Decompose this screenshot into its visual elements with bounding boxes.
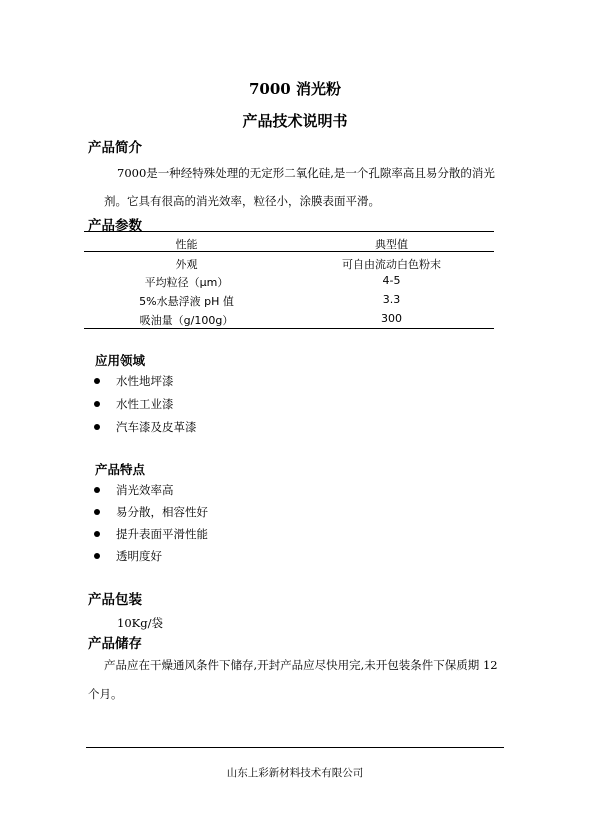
footer-rule [86, 747, 504, 748]
table-header-value: 典型值 [375, 238, 408, 251]
bullet-icon [94, 424, 100, 430]
storage-line-1: 产品应在干燥通风条件下储存,开封产品应尽快用完,未开包装条件下保质期 12 [104, 658, 498, 672]
table-cell-property: 5%水悬浮液 pH 值 [139, 295, 234, 308]
list-item: 透明度好 [116, 549, 162, 563]
bullet-icon [94, 401, 100, 407]
intro-line-1: 7000是一种经特殊处理的无定形二氧化硅,是一个孔隙率高且易分散的消光 [117, 166, 495, 180]
table-cell-property: 平均粒径（μm） [144, 276, 229, 289]
storage-heading: 产品储存 [88, 636, 142, 652]
document-subtitle: 产品技术说明书 [242, 112, 348, 130]
table-header-rule [84, 251, 494, 252]
document-title: 7000 消光粉 [249, 80, 341, 98]
table-header-property: 性能 [175, 238, 198, 251]
footer-company: 山东上彩新材料技术有限公司 [226, 767, 364, 779]
table-cell-property: 吸油量（g/100g） [139, 314, 234, 327]
table-cell-value: 4-5 [382, 274, 401, 287]
table-cell-value: 300 [381, 312, 402, 325]
packaging-text: 10Kg/袋 [117, 616, 163, 630]
features-heading: 产品特点 [95, 462, 146, 477]
table-cell-value: 可自由流动白色粉末 [342, 258, 441, 271]
bullet-icon [94, 378, 100, 384]
params-heading: 产品参数 [88, 218, 142, 234]
list-item: 消光效率高 [116, 483, 174, 497]
bullet-icon [94, 531, 100, 537]
applications-heading: 应用领域 [95, 353, 146, 368]
list-item: 提升表面平滑性能 [116, 527, 208, 541]
bullet-icon [94, 487, 100, 493]
bullet-icon [94, 553, 100, 559]
intro-heading: 产品简介 [88, 140, 142, 156]
list-item: 水性地坪漆 [116, 374, 174, 388]
list-item: 易分散，相容性好 [116, 505, 208, 519]
table-top-rule [84, 231, 494, 232]
list-item: 水性工业漆 [116, 397, 174, 411]
bullet-icon [94, 509, 100, 515]
table-bottom-rule [84, 328, 494, 329]
table-cell-property: 外观 [175, 258, 198, 271]
list-item: 汽车漆及皮革漆 [116, 420, 197, 434]
intro-line-2: 剂。它具有很高的消光效率，粒径小，涂膜表面平滑。 [104, 194, 380, 208]
storage-line-2: 个月。 [88, 687, 123, 701]
packaging-heading: 产品包装 [88, 592, 142, 608]
table-cell-value: 3.3 [382, 293, 401, 306]
